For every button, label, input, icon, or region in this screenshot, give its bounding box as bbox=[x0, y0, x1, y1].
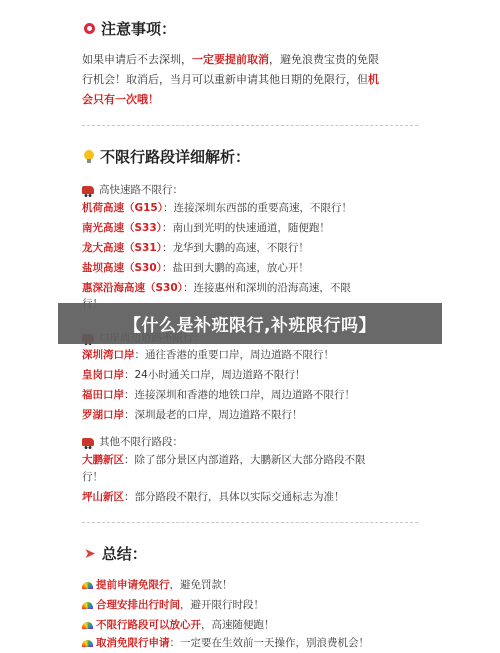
item-sep: ： bbox=[161, 262, 173, 274]
title-banner bbox=[58, 303, 442, 344]
summary-item bbox=[82, 635, 369, 652]
details-title: 不限行路段详细解析： bbox=[100, 148, 251, 166]
notice-title: 注意事项： bbox=[101, 20, 177, 38]
item-key: 深圳湾口岸 bbox=[82, 349, 135, 361]
item-key: 惠深沿海高速（S30） bbox=[82, 282, 183, 294]
item-text: 深圳最老的口岸，周边道路不限行！ bbox=[134, 409, 303, 421]
list-item bbox=[82, 452, 412, 469]
summary-item bbox=[82, 617, 275, 634]
summary-key: 不限行路段可以放心开 bbox=[96, 619, 201, 631]
item-key: 机荷高速（G15） bbox=[82, 202, 163, 214]
item-key: 坪山新区 bbox=[82, 491, 124, 503]
notice-emphasis-1: 一定要提前取消 bbox=[192, 53, 269, 66]
item-text: 龙华到大鹏的高速，不限行！ bbox=[172, 242, 309, 254]
rocket-icon: ➤ bbox=[84, 545, 96, 562]
notice-paragraph bbox=[82, 50, 412, 110]
item-sep: ： bbox=[134, 349, 145, 361]
item-key: 皇岗口岸 bbox=[82, 369, 124, 381]
item-sep: ： bbox=[124, 369, 135, 381]
notice-text-3: 行机会！取消后，当月可以重新申请其他日期的免限行，但 bbox=[82, 73, 368, 86]
list-item bbox=[82, 489, 412, 506]
item-text: 连接深圳东西部的重要高速，不限行！ bbox=[173, 202, 352, 214]
notice-emphasis-3: 会只有一次哦！ bbox=[82, 93, 159, 106]
item-sep: ： bbox=[182, 282, 194, 294]
item-key: 盐坝高速（S30） bbox=[82, 262, 162, 274]
summary-text: ，高速随便跑！ bbox=[201, 619, 275, 631]
item-text: 通往香港的重要口岸，周边道路不限行！ bbox=[145, 349, 334, 361]
list-item bbox=[82, 367, 412, 384]
other-header: 其他不限行路段： bbox=[99, 436, 183, 448]
rainbow-icon bbox=[82, 582, 93, 589]
rainbow-icon bbox=[82, 622, 93, 629]
list-item bbox=[82, 387, 412, 404]
list-item bbox=[82, 407, 412, 424]
item-text: 行！ bbox=[82, 471, 103, 483]
item-sep: ： bbox=[124, 409, 135, 421]
item-sep: ： bbox=[162, 202, 174, 214]
divider bbox=[82, 125, 418, 126]
car-icon bbox=[82, 438, 94, 446]
highways-header: 高快速路不限行： bbox=[99, 184, 183, 196]
item-text: 盐田到大鹏的高速，放心开！ bbox=[172, 262, 309, 274]
item-sep: ： bbox=[124, 454, 135, 466]
item-sep: ： bbox=[124, 491, 135, 503]
red-circle-icon bbox=[84, 23, 95, 34]
summary-title: 总结： bbox=[101, 545, 147, 563]
summary-text: ，避免罚款！ bbox=[169, 579, 233, 591]
notice-text-1: 如果申请后不去深圳， bbox=[82, 53, 192, 66]
rainbow-icon bbox=[82, 602, 93, 609]
summary-key: 取消免限行申请 bbox=[96, 637, 170, 649]
details-heading bbox=[84, 146, 250, 167]
item-text: 南山到光明的快速通道，随便跑！ bbox=[172, 222, 330, 234]
item-key: 南光高速（S33） bbox=[82, 222, 162, 234]
item-key: 龙大高速（S31） bbox=[82, 242, 162, 254]
car-icon bbox=[82, 186, 94, 194]
banner-text: 【什么是补班限行,补班限行吗】 bbox=[124, 316, 376, 336]
summary-key: 提前申请免限行 bbox=[96, 579, 170, 591]
summary-item bbox=[82, 577, 233, 594]
item-text: 连接惠州和深圳的沿海高速，不限 bbox=[193, 282, 351, 294]
item-text: 24小时通关口岸，周边道路不限行！ bbox=[134, 369, 306, 381]
list-item bbox=[82, 240, 412, 257]
item-key: 罗湖口岸 bbox=[82, 409, 124, 421]
notice-emphasis-2: 机 bbox=[368, 73, 379, 86]
divider bbox=[82, 522, 418, 523]
list-item bbox=[82, 200, 412, 217]
summary-heading bbox=[84, 543, 147, 564]
summary-item bbox=[82, 597, 264, 614]
list-item bbox=[82, 220, 412, 237]
lightbulb-icon bbox=[84, 150, 94, 163]
list-item bbox=[82, 280, 412, 297]
notice-text-2: ，避免浪费宝贵的免限 bbox=[269, 53, 379, 66]
list-item bbox=[82, 260, 412, 277]
rainbow-icon bbox=[82, 640, 93, 647]
item-key: 大鹏新区 bbox=[82, 454, 124, 466]
summary-text: ，避开限行时段！ bbox=[180, 599, 264, 611]
item-key: 福田口岸 bbox=[82, 389, 124, 401]
item-text: 除了部分景区内部道路，大鹏新区大部分路段不限 bbox=[134, 454, 366, 466]
summary-key: 合理安排出行时间 bbox=[96, 599, 180, 611]
item-text: 部分路段不限行，具体以实际交通标志为准！ bbox=[134, 491, 345, 503]
item-sep: ： bbox=[124, 389, 135, 401]
summary-text: ：一定要在生效前一天操作，别浪费机会！ bbox=[169, 637, 369, 649]
item-sep: ： bbox=[161, 222, 173, 234]
list-item bbox=[82, 469, 412, 486]
list-item bbox=[82, 347, 412, 364]
notice-heading bbox=[84, 18, 176, 39]
item-sep: ： bbox=[161, 242, 173, 254]
other-subheading bbox=[82, 434, 183, 449]
item-text: 连接深圳和香港的地铁口岸，周边道路不限行！ bbox=[134, 389, 355, 401]
highways-subheading bbox=[82, 182, 183, 197]
